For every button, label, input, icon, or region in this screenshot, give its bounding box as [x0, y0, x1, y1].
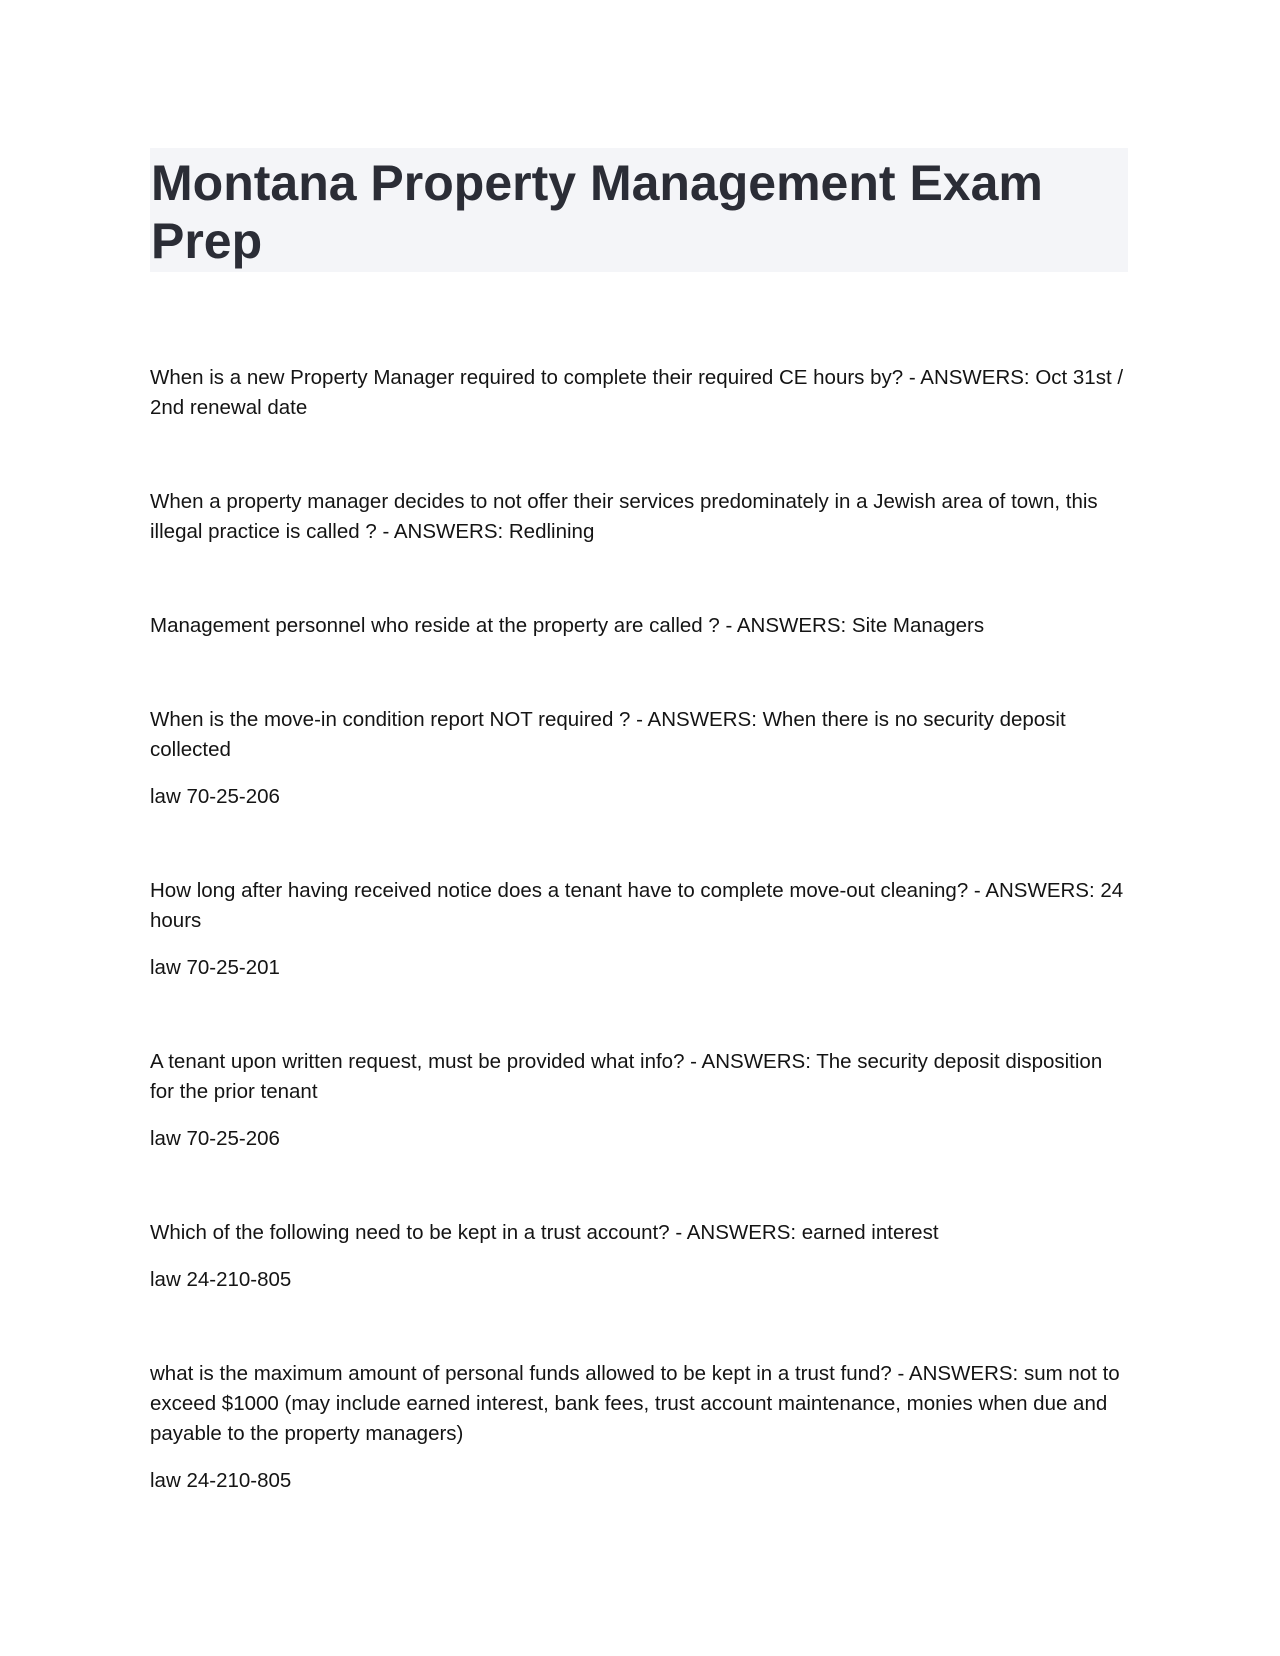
qa-item — [150, 876, 1128, 983]
qa-item — [150, 487, 1128, 547]
document-page — [150, 148, 1128, 1560]
qa-item — [150, 1218, 1128, 1295]
qa-text: When a property manager decides to not offer their services predominately in a Jewish area of town, this illegal practice is called ? - ANSWERS: Redlining — [150, 490, 1098, 543]
law-reference: law 70-25-201 — [150, 956, 280, 979]
qa-item — [150, 611, 1128, 641]
law-reference: law 24-210-805 — [150, 1469, 292, 1492]
law-reference: law 24-210-805 — [150, 1268, 292, 1291]
law-reference: law 70-25-206 — [150, 1127, 280, 1150]
qa-text: When is a new Property Manager required to complete their required CE hours by? - ANSWERS: Oct 31st / 2nd renewal date — [150, 366, 1124, 419]
qa-text: When is the move-in condition report NOT required ? - ANSWERS: When there is no security deposit collected — [150, 708, 1066, 761]
law-reference: law 70-25-206 — [150, 785, 280, 808]
title-banner — [150, 148, 1128, 272]
qa-item — [150, 363, 1128, 423]
qa-item — [150, 1359, 1128, 1496]
qa-text: what is the maximum amount of personal funds allowed to be kept in a trust fund? - ANSWERS: sum not to exceed $1000 (may include earned interest, bank fees, trust account maintenance, monies when due and payable to the property managers) — [150, 1362, 1120, 1445]
qa-text: A tenant upon written request, must be provided what info? - ANSWERS: The security deposit disposition for the prior tenant — [150, 1050, 1103, 1103]
qa-text: Which of the following need to be kept in a trust account? - ANSWERS: earned interest — [150, 1221, 939, 1244]
qa-item — [150, 1047, 1128, 1154]
qa-item — [150, 705, 1128, 812]
qa-text: Management personnel who reside at the property are called ? - ANSWERS: Site Managers — [150, 614, 985, 637]
qa-text: How long after having received notice does a tenant have to complete move-out cleaning? - ANSWERS: 24 hours — [150, 879, 1124, 932]
page-title: Montana Property Management Exam Prep — [151, 155, 1043, 269]
qa-list — [150, 363, 1128, 1496]
